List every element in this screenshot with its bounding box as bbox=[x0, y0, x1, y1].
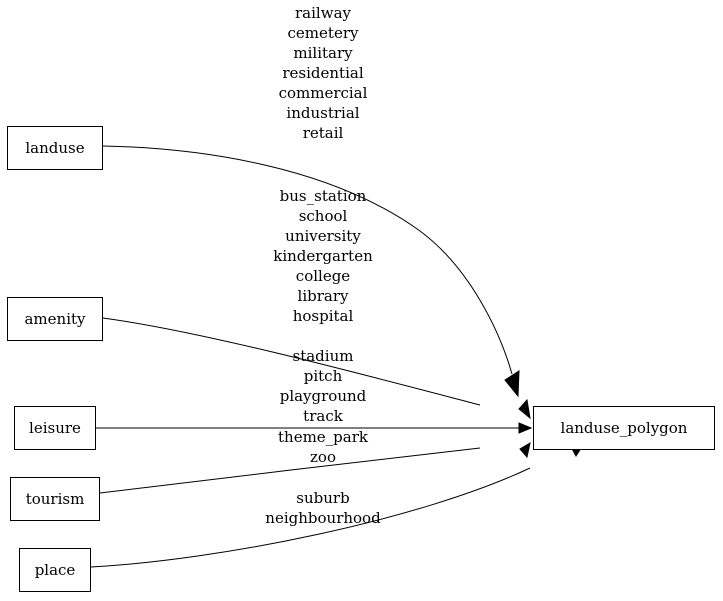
node-label: landuse bbox=[25, 139, 85, 157]
node-landuse-polygon[interactable] bbox=[533, 406, 715, 450]
node-label: tourism bbox=[25, 490, 85, 508]
edge-label-line: theme_park bbox=[278, 428, 368, 446]
edge-label-line: military bbox=[293, 44, 353, 62]
edge-label-tourism bbox=[228, 427, 418, 467]
edge-label-line: zoo bbox=[310, 448, 336, 466]
edge-label-line: library bbox=[297, 287, 349, 305]
edge-label-line: college bbox=[295, 267, 351, 285]
edge-label-line: pitch bbox=[303, 367, 343, 385]
node-label: amenity bbox=[24, 310, 86, 328]
edge-label-landuse bbox=[228, 3, 418, 143]
edge-label-line: industrial bbox=[286, 104, 360, 122]
node-landuse[interactable] bbox=[7, 126, 103, 170]
edge-label-line: track bbox=[303, 407, 343, 425]
edge-label-line: kindergarten bbox=[273, 247, 373, 265]
node-label: place bbox=[34, 561, 76, 579]
edge-label-line: stadium bbox=[292, 347, 354, 365]
edge-label-line: playground bbox=[279, 387, 367, 405]
edge-label-amenity bbox=[228, 186, 418, 326]
node-place[interactable] bbox=[19, 548, 91, 592]
edge-label-line: cemetery bbox=[287, 24, 359, 42]
edge-label-line: school bbox=[298, 207, 348, 225]
edge-label-line: retail bbox=[302, 124, 344, 142]
node-label: leisure bbox=[29, 419, 81, 437]
edge-label-line: neighbourhood bbox=[265, 509, 381, 527]
node-leisure[interactable] bbox=[14, 406, 96, 450]
edge-label-line: commercial bbox=[278, 84, 368, 102]
node-tourism[interactable] bbox=[10, 477, 100, 521]
edge-label-line: railway bbox=[295, 4, 351, 22]
node-amenity[interactable] bbox=[7, 297, 103, 341]
edge-label-line: university bbox=[285, 227, 361, 245]
edge-label-line: residential bbox=[282, 64, 364, 82]
edge-label-line: bus_station bbox=[279, 187, 367, 205]
edge-label-place bbox=[228, 488, 418, 528]
node-label: landuse_polygon bbox=[560, 419, 688, 437]
edge-label-line: hospital bbox=[292, 307, 354, 325]
edge-label-leisure bbox=[228, 346, 418, 426]
edge-label-line: suburb bbox=[296, 489, 350, 507]
